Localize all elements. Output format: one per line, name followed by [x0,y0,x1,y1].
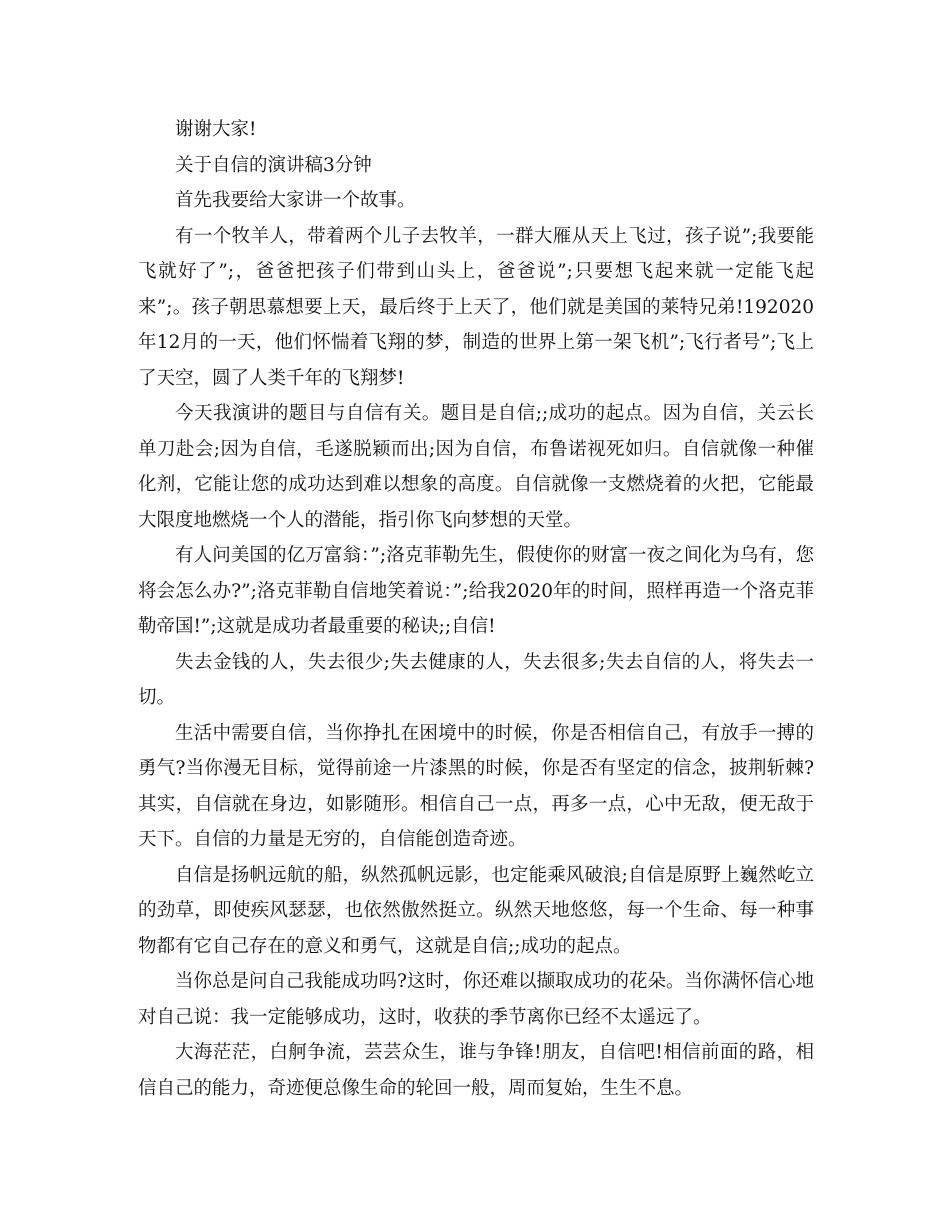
paragraph-closing: 大海茫茫，白舸争流，芸芸众生，谁与争锋!朋友，自信吧!相信前面的路，相信自己的能力，奇迹便总像生命的轮回一般，周而复始，生生不息。 [138,1042,814,1099]
paragraph-intro: 首先我要给大家讲一个故事。 [175,190,416,211]
paragraph-title: 关于自信的演讲稿3分钟 [175,154,372,176]
paragraph-loss: 失去金钱的人，失去很少;失去健康的人，失去很多;失去自信的人，将失去一切。 [138,651,814,708]
paragraph-story: 有一个牧羊人，带着两个儿子去牧羊，一群大雁从天上飞过，孩子说”;我要能飞就好了”;，爸爸把孩子们带到山头上，爸爸说”;只要想飞起来就一定能飞起来”;。孩子朝思慕想要上天，最后终于上天了，他们就是美国的莱特兄弟!192020年12月的一天，他们怀惴着飞翔的梦，制造的世界上第一架飞机”;飞行者号”;飞上了天空，圆了人类千年的飞翔梦! [138,225,814,389]
paragraph-thanks: 谢谢大家! [175,119,257,140]
paragraph-metaphor: 自信是扬帆远航的船，纵然孤帆远影，也定能乘风破浪;自信是原野上巍然屹立的劲草，即使疾风瑟瑟，也依然傲然挺立。纵然天地悠悠，每一个生命、每一种事物都有它自己存在的意义和勇气，这就是自信;;成功的起点。 [138,864,814,957]
paragraph-rockefeller: 有人问美国的亿万富翁：”;洛克菲勒先生，假使你的财富一夜之间化为乌有，您将会怎么办?”;洛克菲勒自信地笑着说：”;给我2020年的时间，照样再造一个洛克菲勒帝国!”;这就是成功者最重要的秘诀;;自信! [138,545,814,637]
paragraph-success: 当你总是问自己我能成功吗?这时，你还难以撷取成功的花朵。当你满怀信心地对自己说：我一定能够成功，这时，收获的季节离你已经不太遥远了。 [138,971,814,1028]
paragraph-life: 生活中需要自信，当你挣扎在困境中的时候，你是否相信自己，有放手一搏的勇气?当你漫无目标，觉得前途一片漆黑的时候，你是否有坚定的信念，披荆斩棘?其实，自信就在身边，如影随形。相信自己一点，再多一点，心中无敌，便无敌于天下。自信的力量是无穷的，自信能创造奇迹。 [138,722,814,850]
paragraph-topic: 今天我演讲的题目与自信有关。题目是自信;;成功的起点。因为自信，关云长单刀赴会;因为自信，毛遂脱颖而出;因为自信，布鲁诺视死如归。自信就像一种催化剂，它能让您的成功达到难以想象的高度。自信就像一支燃烧着的火把，它能最大限度地燃烧一个人的潜能，指引你飞向梦想的天堂。 [138,403,814,531]
document-body [138,112,814,1106]
